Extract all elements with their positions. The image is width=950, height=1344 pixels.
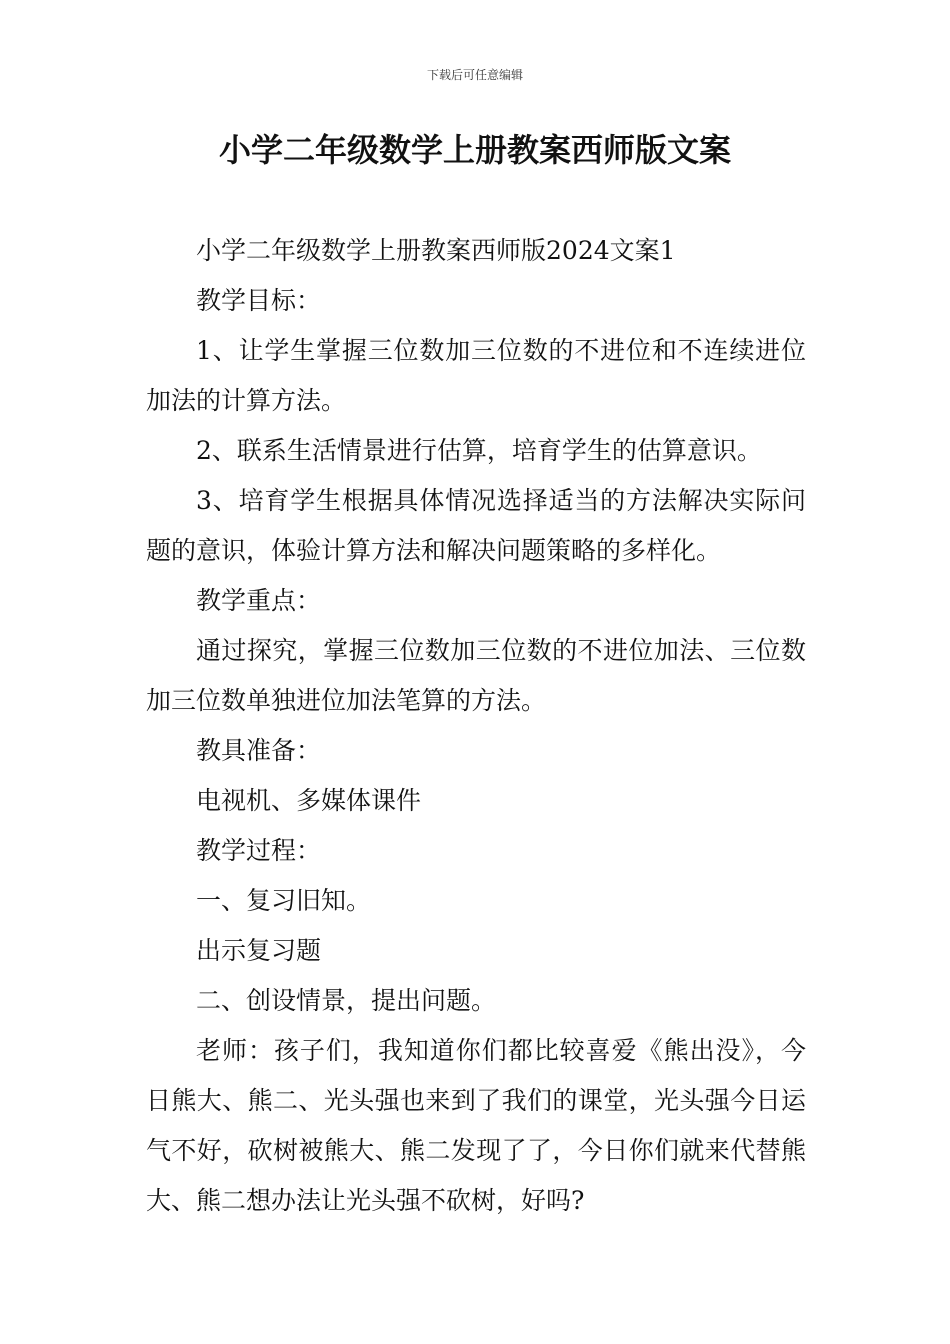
paragraph-teacher-dialogue: 老师：孩子们，我知道你们都比较喜爱《熊出没》，今日熊大、熊二、光头强也来到了我们的课堂，光头强今日运气不好，砍树被熊大、熊二发现了了，今日你们就来代替熊大、熊二想办法让光头强不砍树，好吗? xyxy=(146,1036,806,1215)
paragraph-process-heading: 教学过程： xyxy=(196,836,322,865)
document-body xyxy=(146,226,806,1226)
paragraph-step-1-detail: 出示复习题 xyxy=(196,936,322,965)
paragraph-key-points-heading: 教学重点： xyxy=(196,586,322,615)
paragraph-step-2: 二、创设情景，提出问题。 xyxy=(196,986,497,1015)
paragraph-materials-heading: 教具准备： xyxy=(196,736,322,765)
paragraph-materials: 电视机、多媒体课件 xyxy=(196,786,422,815)
document-title: 小学二年级数学上册教案西师版文案 xyxy=(218,131,731,169)
paragraph-section-title: 小学二年级数学上册教案西师版2024文案1 xyxy=(196,236,676,265)
paragraph-goals-heading: 教学目标： xyxy=(196,286,322,315)
paragraph-goal-2: 2、联系生活情景进行估算，培育学生的估算意识。 xyxy=(196,436,762,465)
paragraph-key-points: 通过探究，掌握三位数加三位数的不进位加法、三位数加三位数单独进位加法笔算的方法。 xyxy=(146,636,806,715)
header-note: 下载后可任意编辑 xyxy=(426,68,523,82)
paragraph-goal-1: 1、让学生掌握三位数加三位数的不进位和不连续进位加法的计算方法。 xyxy=(146,336,806,415)
paragraph-step-1: 一、复习旧知。 xyxy=(196,886,372,915)
paragraph-goal-3: 3、培育学生根据具体情况选择适当的方法解决实际问题的意识，体验计算方法和解决问题策略的多样化。 xyxy=(146,486,806,565)
